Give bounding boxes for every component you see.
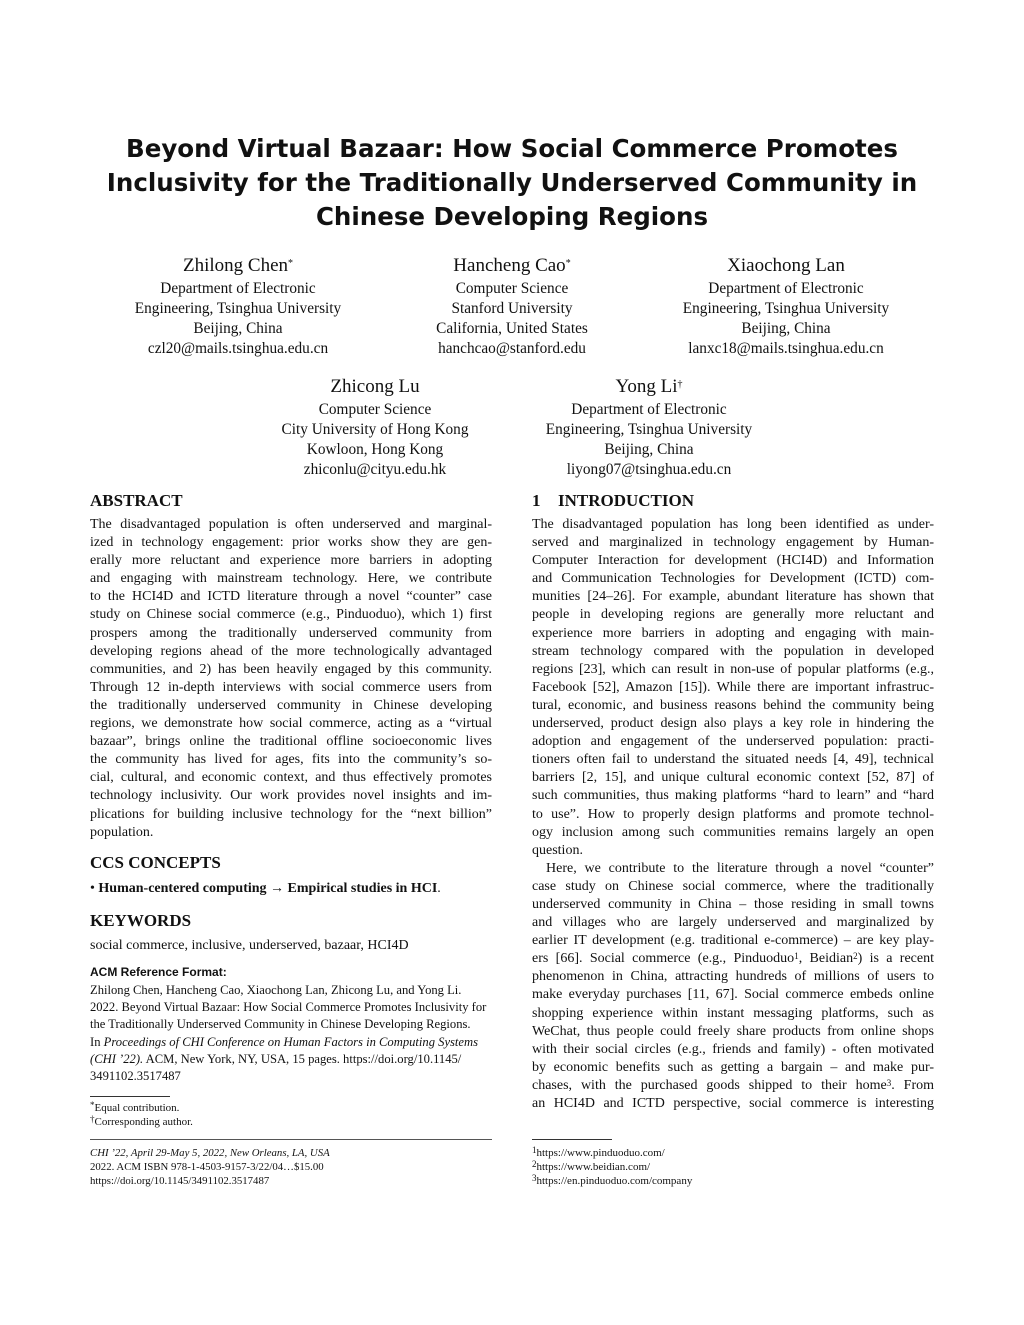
- text-line: The disadvantaged population has long been identified as under-: [532, 517, 934, 532]
- ref-text: In: [90, 1034, 104, 1049]
- keywords-text: social commerce, inclusive, underserved, bazaar, HCI4D: [90, 937, 409, 953]
- section-title: INTRODUCTION: [558, 491, 695, 510]
- text-line: the community has lived for ages, fits into the community’s so-: [90, 752, 492, 768]
- author-email: liyong07@tsinghua.edu.cn: [566, 461, 732, 478]
- conference-line: https://doi.org/10.1145/3491102.3517487: [90, 1175, 270, 1188]
- text-line: tural, economic, and business reasons behind the community being: [532, 697, 934, 713]
- text-line: earlier IT development (e.g. traditional e-commerce) – are key play-: [532, 933, 934, 949]
- paper-title: [90, 132, 934, 234]
- text: chases, with the purchased goods shipped to their home: [532, 1077, 887, 1093]
- text-line: such communities, thus making platforms “hard to learn” and “hard: [532, 788, 934, 804]
- section-number: 1: [532, 491, 541, 510]
- text-line: and villages who are largely underserved and marginalized by: [532, 915, 934, 931]
- ref-line: 3491102.3517487: [90, 1069, 181, 1084]
- text-line: people in developing regions are generally more reluctant and: [532, 607, 934, 623]
- title-line: Beyond Virtual Bazaar: How Social Commerce Promotes: [126, 134, 898, 163]
- intro-paragraph-2: [532, 860, 934, 950]
- conference-line: 2022. ACM ISBN 978-1-4503-9157-3/22/04…$15.00: [90, 1161, 324, 1174]
- text-line: with their social circles (e.g., friends and family) - often motivated: [532, 1041, 934, 1057]
- author-name: Yong Li: [615, 376, 678, 397]
- text-line: developing regions ahead of the more technologically advantaged: [90, 643, 492, 659]
- ref-line: 2022. Beyond Virtual Bazaar: How Social Commerce Promotes Inclusivity for: [90, 1000, 487, 1015]
- abstract-body: [90, 516, 492, 842]
- author-block: [636, 254, 936, 359]
- author-mark: *: [565, 258, 571, 269]
- author-affiliation: Engineering, Tsinghua University: [134, 300, 342, 317]
- footnote-url[interactable]: https://www.beidian.com/: [536, 1161, 651, 1174]
- conference-line: CHI ’22, April 29-May 5, 2022, New Orleans, LA, USA: [90, 1147, 330, 1159]
- abstract-heading: ABSTRACT: [90, 491, 183, 510]
- footnotes-left: [90, 1101, 193, 1129]
- text-line: by economic benefits such as getting a bargain – and make pur-: [532, 1059, 934, 1075]
- acm-reference-heading: ACM Reference Format:: [90, 964, 227, 979]
- text-line: cial, cultural, and economic context, and thus effectively promotes: [90, 770, 492, 786]
- text-line: WeChat, thus people could freely share products from online shops: [532, 1023, 934, 1039]
- text-line: and Communication Technologies for Development (ICTD) com-: [532, 571, 934, 587]
- author-location: Beijing, China: [193, 320, 283, 337]
- text-line: regions [23], which can result in non-use of popular platforms (e.g.,: [532, 661, 934, 677]
- intro-line: [532, 950, 934, 968]
- author-name: Zhilong Chen: [182, 255, 289, 276]
- author-name: Zhicong Lu: [330, 376, 420, 397]
- ref-proceedings: Proceedings of CHI Conference on Human Factors in Computing Systems: [103, 1034, 479, 1049]
- text-line: erally more reluctant and experience more barriers in adopting: [90, 553, 492, 569]
- author-block: [499, 375, 799, 480]
- author-mark: *: [288, 258, 294, 269]
- intro-paragraph-1: [532, 516, 934, 860]
- intro-heading: [532, 490, 934, 512]
- acm-reference-text: [90, 982, 492, 1086]
- ccs-heading: CCS CONCEPTS: [90, 852, 221, 872]
- footnote-rule: [90, 1096, 170, 1097]
- author-location: California, United States: [436, 320, 588, 337]
- author-location: Kowloon, Hong Kong: [306, 441, 444, 458]
- text-line: the traditionally underserved community in Chinese developing: [90, 697, 492, 713]
- author-affiliation: Computer Science: [318, 401, 432, 418]
- footnote-mark: 1: [532, 1145, 537, 1155]
- text-line: plications for building inclusive technology for the “next billion”: [90, 806, 492, 822]
- text-line: study on Chinese social commerce (e.g., Pinduoduo), which 1) first: [90, 607, 492, 623]
- author-block: [88, 254, 388, 359]
- text-line: regions, we demonstrate how social commerce, acting as a “virtual: [90, 716, 492, 732]
- author-block: [225, 375, 525, 480]
- footnote-ref[interactable]: 1: [794, 951, 799, 962]
- footnote-mark: 2: [532, 1159, 537, 1170]
- ref-line: [90, 1034, 492, 1051]
- author-location: Beijing, China: [741, 320, 831, 337]
- ref-text: ACM, New York, NY, USA, 15 pages. https://doi.org/10.1145/: [143, 1052, 462, 1067]
- footnote-url[interactable]: https://en.pinduoduo.com/company: [536, 1175, 693, 1188]
- ccs-text: Human-centered computing → Empirical studies in HCI: [98, 880, 438, 896]
- text-line: technology inclusivity. Our work provides novel insights and im-: [90, 788, 492, 804]
- author-affiliation: Department of Electronic: [160, 280, 316, 297]
- text-line: shopping experience within instant messaging platforms, such as: [532, 1005, 934, 1021]
- footnote-mark: 3: [532, 1173, 537, 1184]
- text-line: population.: [90, 824, 154, 840]
- author-affiliation: City University of Hong Kong: [281, 421, 469, 438]
- footnotes-right: [532, 1146, 692, 1189]
- author-email: zhiconlu@cityu.edu.hk: [303, 461, 447, 478]
- text-line: served and marginalized in technology engagement by Human-: [532, 535, 934, 551]
- text-line: Here, we contribute to the literature through a novel “counter”: [546, 860, 934, 876]
- footnote-corr: Corresponding author.: [94, 1116, 193, 1129]
- text: , Beidian: [798, 951, 854, 967]
- text-line: to use”. How to properly design platforms and promote technol-: [532, 806, 934, 822]
- ref-line: the Traditionally Underserved Community in Chinese Developing Regions.: [90, 1017, 471, 1032]
- text-line: question.: [532, 842, 583, 858]
- text-line: Computer Interaction for development (HCI4D) and Information: [532, 553, 934, 569]
- footnote-equal: Equal contribution.: [94, 1102, 180, 1114]
- ccs-concepts: [90, 880, 492, 898]
- text-line: underserved community in China – those residing in small towns: [532, 896, 934, 912]
- intro-line: [532, 1077, 934, 1095]
- text: ers [66]. Social commerce (e.g., Pinduoduo: [532, 951, 795, 967]
- text-line: to the HCI4D and ICTD literature through a novel “counter” case: [90, 589, 492, 605]
- author-affiliation: Engineering, Tsinghua University: [682, 300, 890, 317]
- text-line: phenomenon in China, attracting hundreds of millions of users to: [532, 969, 934, 985]
- footnote-ref[interactable]: 3: [886, 1077, 892, 1088]
- author-location: Beijing, China: [604, 441, 694, 458]
- text: . From: [891, 1077, 935, 1093]
- ccs-period: .: [437, 880, 441, 896]
- author-name: Xiaochong Lan: [727, 255, 845, 276]
- author-affiliation: Engineering, Tsinghua University: [545, 421, 753, 438]
- author-affiliation: Stanford University: [451, 300, 573, 317]
- text-line: Facebook [52], Amazon [15]). While there are important infrastruc-: [532, 679, 934, 695]
- footnote-rule: [532, 1139, 612, 1140]
- author-mark: †: [677, 379, 683, 390]
- text-line: barriers [2, 15], and unique cultural economic context [52, 87] of: [532, 770, 934, 786]
- author-email: lanxc18@mails.tsinghua.edu.cn: [688, 340, 884, 357]
- author-name: Hancheng Cao: [453, 255, 566, 276]
- conference-info: [90, 1146, 330, 1189]
- text-line: ogy inclusion among such communities remains largely an open: [532, 824, 934, 840]
- author-affiliation: Computer Science: [455, 280, 569, 297]
- footnote-ref[interactable]: 2: [853, 951, 858, 962]
- text: ) is a recent: [857, 951, 934, 967]
- text-line: prospers among the traditionally underserved community from: [90, 625, 492, 641]
- text-line: ized in technology engagement: prior works show they are gen-: [90, 535, 492, 551]
- intro-line: an HCI4D and ICTD perspective, social commerce is interesting: [532, 1096, 934, 1111]
- footnote-url[interactable]: https://www.pinduoduo.com/: [536, 1147, 665, 1159]
- ref-line: [90, 1051, 492, 1068]
- text-line: stream technology compared with the population in developed: [532, 643, 934, 659]
- ref-conf: (CHI ’22).: [90, 1052, 144, 1067]
- intro-paragraph-2-rest: [532, 968, 934, 1077]
- text-line: munities [24–26]. For example, abundant literature has shown that: [532, 589, 934, 605]
- ref-line: Zhilong Chen, Hancheng Cao, Xiaochong Lan, Zhicong Lu, and Yong Li.: [90, 982, 462, 997]
- text-line: case study on Chinese social commerce, where the traditionally: [532, 878, 934, 894]
- text-line: experience more barriers in adopting and engaging with main-: [532, 625, 934, 641]
- text-line: underserved, product design also plays a key role in hindering the: [532, 716, 934, 732]
- footnote-mark: *: [90, 1100, 95, 1110]
- text-line: tioners often fail to understand the situated needs [4, 49], technical: [532, 752, 934, 768]
- title-line: Chinese Developing Regions: [315, 202, 709, 231]
- footnote-mark: †: [90, 1114, 95, 1125]
- text-line: communities, and 2) has been heavily engaged by this community.: [90, 661, 492, 677]
- author-email: hanchcao@stanford.edu: [438, 340, 586, 357]
- left-column: [90, 490, 492, 1086]
- author-email: czl20@mails.tsinghua.edu.cn: [147, 340, 329, 357]
- bullet: •: [90, 880, 95, 896]
- author-affiliation: Department of Electronic: [571, 401, 727, 418]
- text-line: The disadvantaged population is often underserved and marginal-: [90, 517, 492, 532]
- title-line: Inclusivity for the Traditionally Underserved Community in: [106, 168, 918, 197]
- author-affiliation: Department of Electronic: [708, 280, 864, 297]
- right-column: [532, 490, 934, 1113]
- text-line: and engaging with mainstream technology. Here, we contribute: [90, 571, 492, 587]
- text-line: adoption and engagement of the underserved population: practi-: [532, 734, 934, 750]
- text-line: Through 12 in-depth interviews with social commerce users from: [90, 679, 492, 695]
- conference-rule: [90, 1139, 492, 1140]
- text-line: make everyday purchases [11, 67]. Social commerce embeds online: [532, 987, 934, 1003]
- text-line: bazaar”, brings online the traditional offline socioeconomic lives: [90, 734, 492, 750]
- keywords-heading: KEYWORDS: [90, 910, 192, 930]
- author-block: [362, 254, 662, 359]
